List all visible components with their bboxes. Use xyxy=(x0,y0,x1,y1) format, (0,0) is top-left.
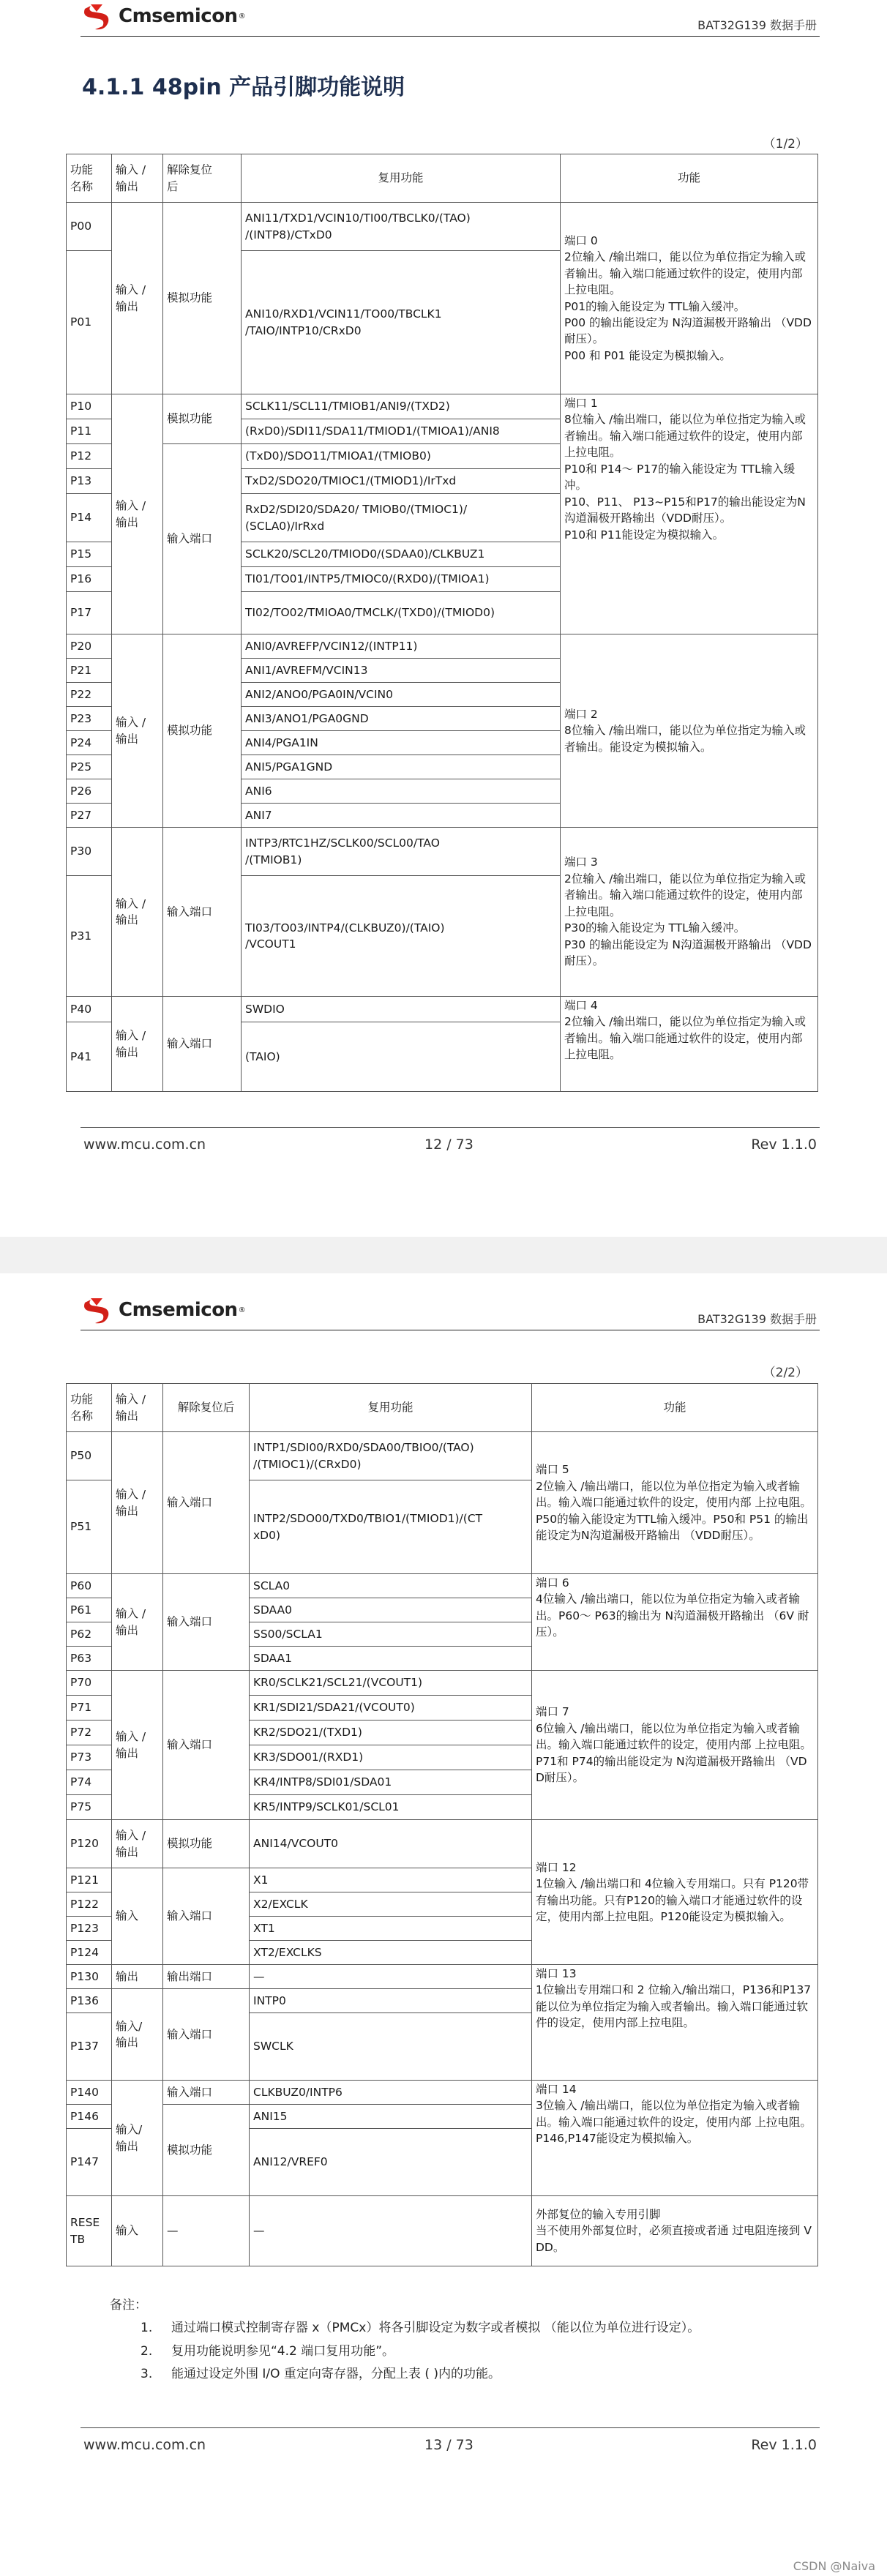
cmsemicon-logo-icon xyxy=(81,1295,113,1325)
footer-revision: Rev 1.1.0 xyxy=(751,1137,817,1153)
document-title: BAT32G139 数据手册 xyxy=(697,1312,817,1326)
table-part-indicator: （1/2） xyxy=(763,137,808,151)
footer-url[interactable]: www.mcu.com.cn xyxy=(83,1137,206,1153)
alt-function: TI02/TO02/TMIOA0/TMCLK/(TXD0)/(TMIOD0) xyxy=(242,592,561,634)
port-function: 端口 14 3位输入 /输出端口，能以位为单位指定为输入或者输出。输入端口能通过软件的设定，使用内部 上拉电阻。 P146,P147能设定为模拟输入。 xyxy=(532,2081,818,2196)
pin-name: P14 xyxy=(67,494,112,542)
pin-name: P31 xyxy=(67,876,112,997)
pin-name: P124 xyxy=(67,1941,112,1965)
port-function: 端口 5 2位输入 /输出端口，能以位为单位指定为输入或者输出。输入端口能通过软件的设定，使用内部 上拉电阻。P50的输入能设定为TTL输入缓冲。P50和 P51 的输出能设定为N沟道漏极开路输出 （VDD耐压）。 xyxy=(532,1432,818,1574)
alt-function: SCLA0 xyxy=(250,1574,532,1598)
pin-name: P00 xyxy=(67,203,112,251)
brand-name: Cmsemicon xyxy=(119,5,238,27)
io-cell: 输入 xyxy=(112,1868,163,1965)
table-part-indicator: （2/2） xyxy=(763,1366,808,1380)
col-header-io: 输入 / 输出 xyxy=(112,1384,163,1432)
page-footer xyxy=(81,1127,820,1156)
page-header xyxy=(81,1294,820,1330)
brand-logo xyxy=(81,1,246,31)
trademark-mark: ® xyxy=(238,12,246,20)
section-title: 4.1.1 48pin 产品引脚功能说明 xyxy=(82,75,405,100)
pin-name: RESE TB xyxy=(67,2196,112,2266)
col-header-function: 功能 xyxy=(561,154,818,203)
io-cell: 输入 / 输出 xyxy=(112,1820,163,1868)
note-item: 1. 通过端口模式控制寄存器 x（PMCx）将各引脚设定为数字或者模拟 （能以位为单位进行设定）。 xyxy=(141,2321,700,2336)
alt-function: SWCLK xyxy=(250,2013,532,2081)
alt-function: RxD2/SDI20/SDA20/ TMIOB0/(TMIOC1)/ (SCLA0)/IrRxd xyxy=(242,494,561,542)
pin-name: P140 xyxy=(67,2081,112,2105)
table-row xyxy=(67,828,818,876)
alt-function: SWDIO xyxy=(242,997,561,1022)
pin-name: P50 xyxy=(67,1432,112,1480)
col-header-reset: 解除复位后 xyxy=(163,1384,250,1432)
table-row xyxy=(67,997,818,1022)
alt-function: TI03/TO03/INTP4/(CLKBUZ0)/(TAIO) /VCOUT1 xyxy=(242,876,561,997)
pin-name: P120 xyxy=(67,1820,112,1868)
footer-page-number: 13 / 73 xyxy=(424,2437,474,2453)
trademark-mark: ® xyxy=(238,1306,246,1314)
pin-name: P41 xyxy=(67,1022,112,1092)
table-row xyxy=(67,1671,818,1696)
reset-cell: 模拟功能 xyxy=(163,203,242,394)
alt-function: ANI7 xyxy=(242,804,561,828)
pin-name: P15 xyxy=(67,542,112,567)
reset-cell: 模拟功能 xyxy=(163,2105,250,2196)
page-separator xyxy=(0,1237,887,1273)
pin-name: P136 xyxy=(67,1989,112,2013)
io-cell: 输入 / 输出 xyxy=(112,634,163,828)
alt-function: ANI5/PGA1GND xyxy=(242,755,561,779)
table-row xyxy=(67,2081,818,2105)
reset-cell: 模拟功能 xyxy=(163,634,242,828)
reset-cell: 模拟功能 xyxy=(163,394,242,444)
reset-cell: 输入端口 xyxy=(163,1574,250,1671)
io-cell: 输入 xyxy=(112,2196,163,2266)
table-row xyxy=(67,634,818,659)
pin-name: P51 xyxy=(67,1480,112,1574)
pin-function-table-1 xyxy=(66,154,818,1092)
notes-title: 备注： xyxy=(110,2298,147,2313)
page-header xyxy=(81,0,820,37)
pin-name: P30 xyxy=(67,828,112,876)
pin-name: P121 xyxy=(67,1868,112,1892)
pin-name: P60 xyxy=(67,1574,112,1598)
pin-name: P11 xyxy=(67,419,112,444)
port-function: 端口 13 1位输出专用端口和 2 位输入/输出端口，P136和P137能以位为单位指定为输入或者输出。输入端口能通过软件的设定，使用内部上拉电阻。 xyxy=(532,1965,818,2081)
alt-function: X2/EXCLK xyxy=(250,1892,532,1917)
alt-function: INTP3/RTC1HZ/SCLK00/SCL00/TAO /(TMIOB1) xyxy=(242,828,561,876)
alt-function: KR5/INTP9/SCLK01/SCL01 xyxy=(250,1795,532,1820)
alt-function: (RxD0)/SDI11/SDA11/TMIOD1/(TMIOA1)/ANI8 xyxy=(242,419,561,444)
alt-function: INTP0 xyxy=(250,1989,532,2013)
datasheet-page-13 xyxy=(0,1273,887,2576)
port-function: 端口 1 8位输入 /输出端口，能以位为单位指定为输入或者输出。输入端口能通过软件的设定，使用内部 上拉电阻。 P10和 P14～ P17的输入能设定为 TTL输入缓冲。 P10、P11、 P13~P15和P17的输出能设定为N沟道漏极开路输出（VDD耐压）。 P10和 P11能设定为模拟输入。 xyxy=(561,394,818,634)
reset-cell: 输出端口 xyxy=(163,1965,250,1989)
pin-name: P20 xyxy=(67,634,112,659)
table-header-row xyxy=(67,1384,818,1432)
reset-cell: 输入端口 xyxy=(163,1868,250,1965)
alt-function: SDAA0 xyxy=(250,1598,532,1622)
pin-name: P40 xyxy=(67,997,112,1022)
table-header-row xyxy=(67,154,818,203)
io-cell: 输入 / 输出 xyxy=(112,1432,163,1574)
pin-name: P123 xyxy=(67,1917,112,1941)
watermark: CSDN @Naiva xyxy=(793,2559,875,2573)
io-cell: 输入 / 输出 xyxy=(112,1574,163,1671)
io-cell: 输入/ 输出 xyxy=(112,1989,163,2081)
alt-function: ANI0/AVREFP/VCIN12/(INTP11) xyxy=(242,634,561,659)
pin-name: P73 xyxy=(67,1745,112,1770)
footer-url[interactable]: www.mcu.com.cn xyxy=(83,2437,206,2453)
port-function: 端口 4 2位输入 /输出端口，能以位为单位指定为输入或者输出。输入端口能通过软件的设定，使用内部 上拉电阻。 xyxy=(561,997,818,1092)
alt-function: KR3/SDO01/(RXD1) xyxy=(250,1745,532,1770)
pin-name: P13 xyxy=(67,469,112,494)
col-header-reset: 解除复位 后 xyxy=(163,154,242,203)
table-row xyxy=(67,1432,818,1480)
alt-function: SCLK11/SCL11/TMIOB1/ANI9/(TXD2) xyxy=(242,394,561,419)
reset-cell: 输入端口 xyxy=(163,1432,250,1574)
alt-function: ANI2/ANO0/PGA0IN/VCIN0 xyxy=(242,683,561,707)
notes-section xyxy=(110,2294,858,2386)
alt-function: X1 xyxy=(250,1868,532,1892)
col-header-alt: 复用功能 xyxy=(242,154,561,203)
alt-function: KR1/SDI21/SDA21/(VCOUT0) xyxy=(250,1696,532,1721)
alt-function: ANI15 xyxy=(250,2105,532,2129)
reset-cell: 输入端口 xyxy=(163,2081,250,2105)
alt-function: ANI11/TXD1/VCIN10/TI00/TBCLK0/(TAO) /(INTP8)/CTxD0 xyxy=(242,203,561,251)
port-function: 外部复位的输入专用引脚 当不使用外部复位时，必须直接或者通 过电阻连接到 VDD。 xyxy=(532,2196,818,2266)
pin-name: P17 xyxy=(67,592,112,634)
alt-function: ANI14/VCOUT0 xyxy=(250,1820,532,1868)
io-cell: 输入 / 输出 xyxy=(112,394,163,634)
alt-function: — xyxy=(250,2196,532,2266)
reset-cell: 输入端口 xyxy=(163,1989,250,2081)
table-row xyxy=(67,1574,818,1598)
alt-function: — xyxy=(250,1965,532,1989)
pin-name: P01 xyxy=(67,251,112,394)
alt-function: INTP2/SDO00/TXD0/TBIO1/(TMIOD1)/(CT xD0) xyxy=(250,1480,532,1574)
pin-name: P147 xyxy=(67,2129,112,2196)
alt-function: TI01/TO01/INTP5/TMIOC0/(RXD0)/(TMIOA1) xyxy=(242,567,561,592)
pin-name: P61 xyxy=(67,1598,112,1622)
alt-function: (TAIO) xyxy=(242,1022,561,1092)
col-header-alt: 复用功能 xyxy=(250,1384,532,1432)
alt-function: ANI12/VREF0 xyxy=(250,2129,532,2196)
pin-name: P75 xyxy=(67,1795,112,1820)
pin-name: P137 xyxy=(67,2013,112,2081)
pin-name: P10 xyxy=(67,394,112,419)
table-row xyxy=(67,2196,818,2266)
alt-function: KR4/INTP8/SDI01/SDA01 xyxy=(250,1770,532,1795)
note-item: 2. 复用功能说明参见“4.2 端口复用功能”。 xyxy=(141,2343,395,2359)
table-row xyxy=(67,394,818,419)
pin-name: P16 xyxy=(67,567,112,592)
pin-name: P130 xyxy=(67,1965,112,1989)
pin-name: P12 xyxy=(67,444,112,469)
col-header-pin: 功能 名称 xyxy=(67,1384,112,1432)
alt-function: KR2/SDO21/(TXD1) xyxy=(250,1721,532,1745)
alt-function: CLKBUZ0/INTP6 xyxy=(250,2081,532,2105)
alt-function: KR0/SCLK21/SCL21/(VCOUT1) xyxy=(250,1671,532,1696)
col-header-io: 输入 / 输出 xyxy=(112,154,163,203)
reset-cell: 输入端口 xyxy=(163,1671,250,1820)
reset-cell: 输入端口 xyxy=(163,828,242,997)
io-cell: 输入 / 输出 xyxy=(112,828,163,997)
reset-cell: 输入端口 xyxy=(163,444,242,634)
port-function: 端口 0 2位输入 /输出端口，能以位为单位指定为输入或者输出。输入端口能通过软件的设定，使用内部 上拉电阻。 P01的输入能设定为 TTL输入缓冲。 P00 的输出能设定为 N沟道漏极开路输出 （VDD耐压）。 P00 和 P01 能设定为模拟输入。 xyxy=(561,203,818,394)
brand-name: Cmsemicon xyxy=(119,1299,238,1321)
reset-cell: 输入端口 xyxy=(163,997,242,1092)
table-row xyxy=(67,1820,818,1868)
port-function: 端口 12 1位输入 /输出端口和 4位输入专用端口。只有 P120带有输出功能。只有P120的输入端口才能通过软件的设定，使用内部上拉电阻。P120能设定为模拟输入。 xyxy=(532,1820,818,1965)
io-cell: 输入 / 输出 xyxy=(112,997,163,1092)
footer-page-number: 12 / 73 xyxy=(424,1137,474,1153)
pin-name: P25 xyxy=(67,755,112,779)
pin-name: P24 xyxy=(67,731,112,755)
alt-function: XT2/EXCLKS xyxy=(250,1941,532,1965)
alt-function: XT1 xyxy=(250,1917,532,1941)
io-cell: 输入 / 输出 xyxy=(112,203,163,394)
document-title: BAT32G139 数据手册 xyxy=(697,18,817,32)
io-cell: 输入/ 输出 xyxy=(112,2081,163,2196)
alt-function: ANI6 xyxy=(242,779,561,804)
footer-revision: Rev 1.1.0 xyxy=(751,2437,817,2453)
alt-function: ANI1/AVREFM/VCIN13 xyxy=(242,659,561,683)
alt-function: ANI10/RXD1/VCIN11/TO00/TBCLK1 /TAIO/INTP10/CRxD0 xyxy=(242,251,561,394)
col-header-function: 功能 xyxy=(532,1384,818,1432)
pin-name: P146 xyxy=(67,2105,112,2129)
reset-cell: 模拟功能 xyxy=(163,1820,250,1868)
alt-function: SCLK20/SCL20/TMIOD0/(SDAA0)/CLKBUZ1 xyxy=(242,542,561,567)
pin-name: P23 xyxy=(67,707,112,731)
table-row xyxy=(67,203,818,251)
alt-function: SDAA1 xyxy=(250,1647,532,1671)
pin-name: P74 xyxy=(67,1770,112,1795)
pin-name: P71 xyxy=(67,1696,112,1721)
port-function: 端口 6 4位输入 /输出端口，能以位为单位指定为输入或者输出。P60～ P63的输出为 N沟道漏极开路输出 （6V 耐压）。 xyxy=(532,1574,818,1671)
alt-function: (TxD0)/SDO11/TMIOA1/(TMIOB0) xyxy=(242,444,561,469)
pin-name: P122 xyxy=(67,1892,112,1917)
alt-function: ANI4/PGA1IN xyxy=(242,731,561,755)
port-function: 端口 7 6位输入 /输出端口，能以位为单位指定为输入或者输出。输入端口能通过软件的设定，使用内部 上拉电阻。P71和 P74的输出能设定为 N沟道漏极开路输出 （VDD耐压）。 xyxy=(532,1671,818,1820)
table-row xyxy=(67,1965,818,1989)
col-header-pin: 功能 名称 xyxy=(67,154,112,203)
pin-name: P21 xyxy=(67,659,112,683)
pin-name: P62 xyxy=(67,1622,112,1647)
brand-logo xyxy=(81,1295,246,1325)
pin-name: P63 xyxy=(67,1647,112,1671)
alt-function: INTP1/SDI00/RXD0/SDA00/TBIO0/(TAO) /(TMIOC1)/(CRxD0) xyxy=(250,1432,532,1480)
alt-function: SS00/SCLA1 xyxy=(250,1622,532,1647)
note-item: 3. 能通过设定外围 I/O 重定向寄存器，分配上表 ( )内的功能。 xyxy=(141,2367,501,2382)
datasheet-page-12 xyxy=(0,0,887,1237)
pin-function-table-2 xyxy=(66,1383,818,2266)
io-cell: 输入 / 输出 xyxy=(112,1671,163,1820)
port-function: 端口 3 2位输入 /输出端口，能以位为单位指定为输入或者输出。输入端口能通过软件的设定，使用内部 上拉电阻。 P30的输入能设定为 TTL输入缓冲。 P30 的输出能设定为 N沟道漏极开路输出 （VDD耐压）。 xyxy=(561,828,818,997)
pin-name: P26 xyxy=(67,779,112,804)
alt-function: TxD2/SDO20/TMIOC1/(TMIOD1)/IrTxd xyxy=(242,469,561,494)
reset-cell: — xyxy=(163,2196,250,2266)
pin-name: P72 xyxy=(67,1721,112,1745)
cmsemicon-logo-icon xyxy=(81,1,113,31)
page-footer xyxy=(81,2427,820,2457)
alt-function: ANI3/ANO1/PGA0GND xyxy=(242,707,561,731)
port-function: 端口 2 8位输入 /输出端口，能以位为单位指定为输入或者输出。能设定为模拟输入。 xyxy=(561,634,818,828)
pin-name: P22 xyxy=(67,683,112,707)
pin-name: P70 xyxy=(67,1671,112,1696)
pin-name: P27 xyxy=(67,804,112,828)
io-cell: 输出 xyxy=(112,1965,163,1989)
